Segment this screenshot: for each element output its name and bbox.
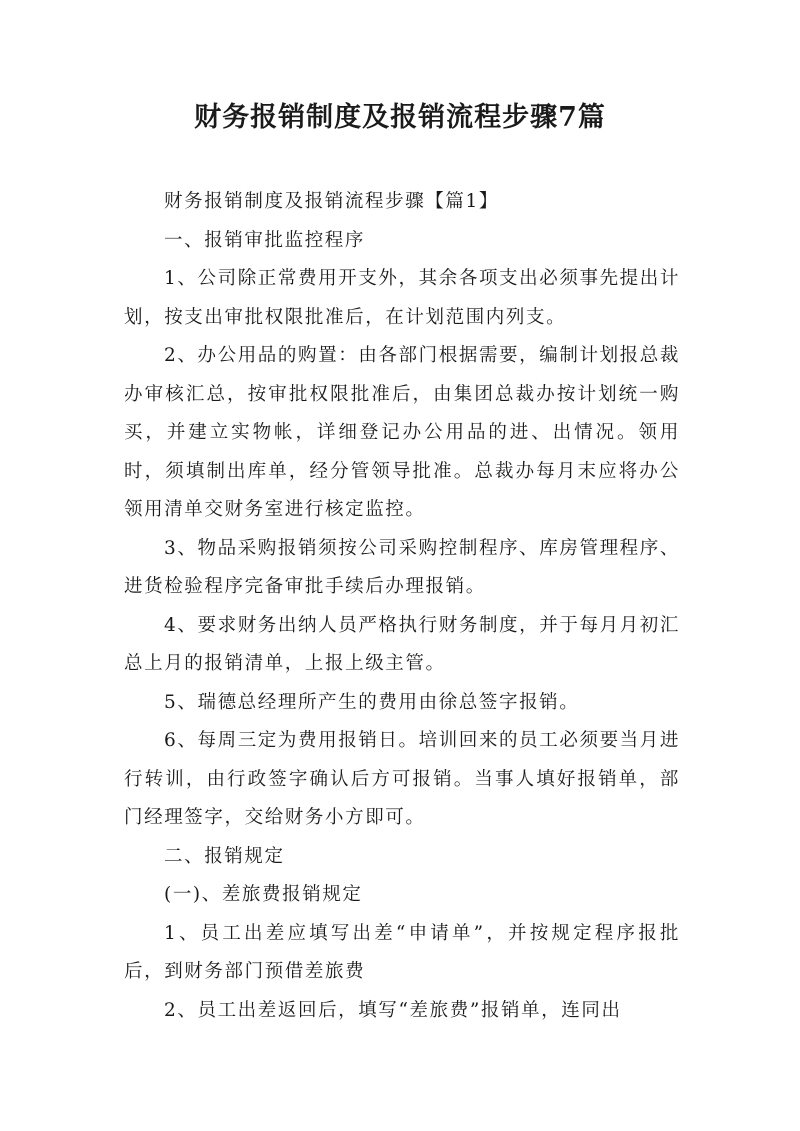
section-heading-reimbursement-rules: 二、报销规定 — [164, 845, 285, 867]
paragraph-office-supplies: 2、办公用品的购置：由各部门根据需要，编制计划报总裁办审核汇总，按审批权限批准后，由集团总裁办按计划统一购买，并建立实物帐，详细登记办公用品的进、出情况。领用时，须填制出库单，经分管领导批准。总裁办每月末应将办公领用清单交财务室进行核定监控。 — [124, 345, 680, 520]
section-heading-approval-monitoring: 一、报销审批监控程序 — [164, 229, 366, 251]
document-title: 财务报销制度及报销流程步骤7篇 — [194, 102, 606, 133]
paragraph-cashier-requirements: 4、要求财务出纳人员严格执行财务制度，并于每月月初汇总上月的报销清单，上报上级主管。 — [124, 614, 680, 674]
paragraph-procurement-reimbursement: 3、物品采购报销须按公司采购控制程序、库房管理程序、进货检验程序完备审批手续后办理报销。 — [124, 537, 680, 597]
document-body — [124, 183, 680, 1030]
subsection-heading-travel-expenses: (一)、差旅费报销规定 — [164, 884, 363, 905]
paragraph-expense-planning: 1、公司除正常费用开支外，其余各项支出必须事先提出计划，按支出审批权限批准后，在计划范围内列支。 — [124, 268, 680, 328]
paragraph-travel-application: 1、员工出差应填写出差“申请单”，并按规定程序报批后，到财务部门预借差旅费 — [124, 922, 680, 982]
paragraph-travel-return: 2、员工出差返回后，填写“差旅费”报销单，连同出 — [164, 999, 622, 1021]
paragraph-general-manager-expenses: 5、瑞德总经理所产生的费用由徐总签字报销。 — [164, 691, 580, 713]
paragraph-reimbursement-day: 6、每周三定为费用报销日。培训回来的员工必须要当月进行转训，由行政签字确认后方可报销。当事人填好报销单，部门经理签字，交给财务小方即可。 — [124, 730, 680, 828]
section-heading-article-1: 财务报销制度及报销流程步骤【篇1】 — [164, 191, 499, 212]
